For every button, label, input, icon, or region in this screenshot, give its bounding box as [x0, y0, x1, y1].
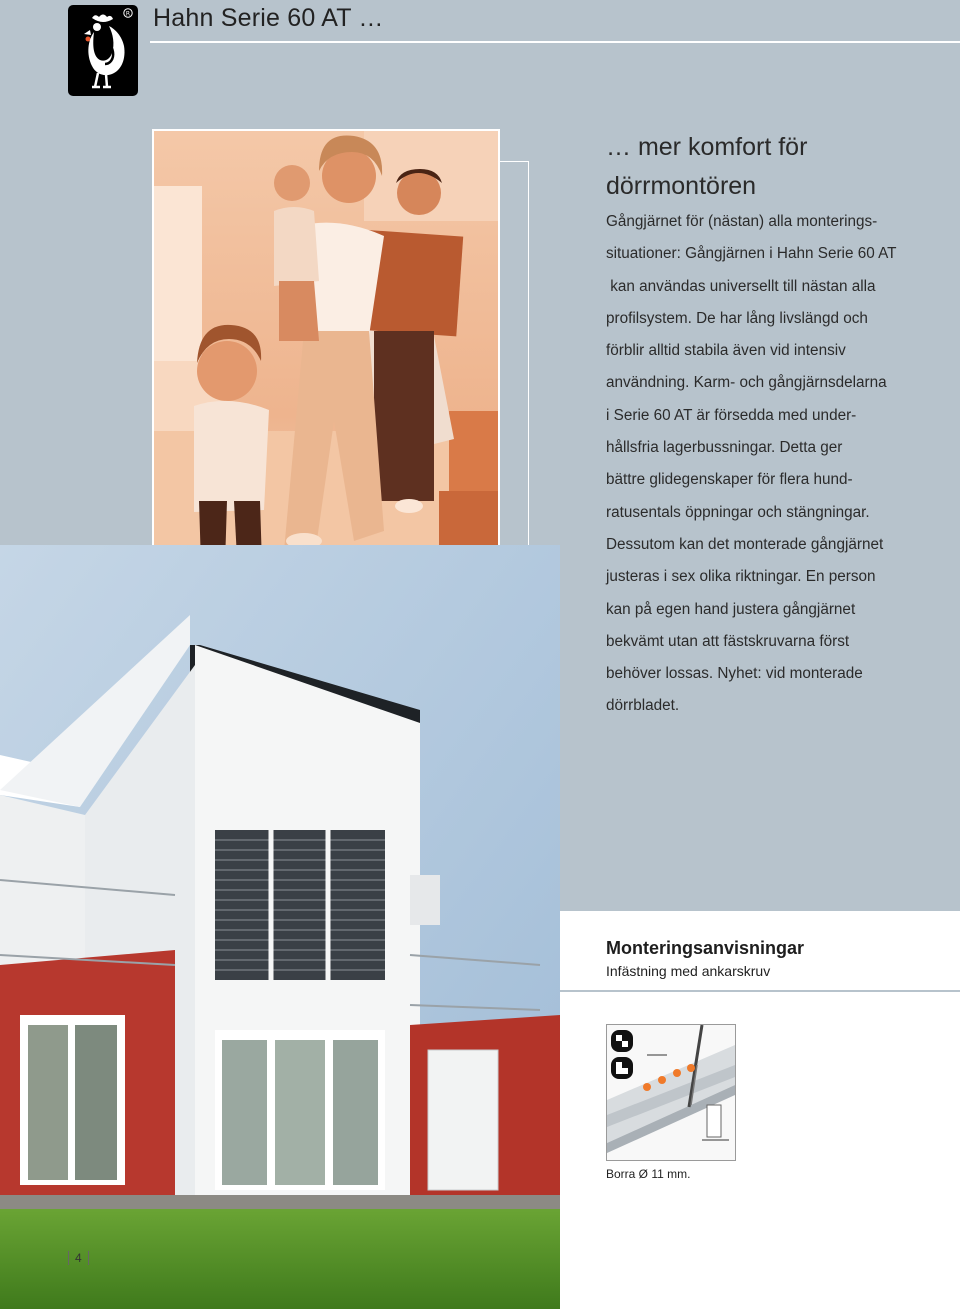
body-line: förblir alltid stabila även vid intensiv	[606, 342, 846, 360]
body-line: hållsfria lagerbussningar. Detta ger	[606, 439, 843, 457]
svg-text:R: R	[125, 10, 131, 18]
header-divider	[150, 41, 960, 43]
body-line: behöver lossas. Nyhet: vid monterade	[606, 665, 863, 683]
body-line: justeras i sex olika riktningar. En person	[606, 568, 876, 586]
modern-house-photo	[0, 545, 560, 1309]
instructions-subtitle: Infästning med ankarskruv	[606, 963, 771, 979]
drilling-diagram	[606, 1024, 736, 1161]
body-line: bättre glidegenskaper för flera hund-	[606, 471, 853, 489]
installation-instructions-panel	[560, 911, 960, 1309]
instructions-title: Monteringsanvisningar	[606, 938, 805, 958]
page-number: 4	[68, 1251, 89, 1265]
body-line: kan användas universellt till nästan alla	[606, 277, 876, 295]
body-line: dörrbladet.	[606, 697, 680, 715]
step-icon-2	[611, 1057, 633, 1079]
heading-line-2: dörrmontören	[606, 172, 757, 200]
section-heading	[606, 128, 936, 206]
page-title: Hahn Serie 60 AT …	[153, 4, 384, 32]
rooster-logo-icon	[68, 5, 138, 96]
body-line: situationer: Gångjärnen i Hahn Serie 60 AT	[606, 245, 897, 263]
body-line: ratusentals öppningar och stängningar.	[606, 503, 870, 521]
heading-line-1: … mer komfort för	[606, 133, 808, 161]
body-line: användning. Karm- och gångjärnsdelarna	[606, 374, 887, 392]
body-paragraph	[606, 206, 946, 723]
body-line: i Serie 60 AT är försedda med under-	[606, 406, 857, 424]
brand-logo	[68, 5, 138, 96]
family-moving-photo	[152, 129, 500, 608]
instructions-divider	[560, 990, 960, 992]
step-icon-1	[611, 1030, 633, 1052]
body-line: kan på egen hand justera gångjärnet	[606, 600, 856, 618]
drilling-caption: Borra Ø 11 mm.	[606, 1167, 691, 1181]
body-line: profilsystem. De har lång livslängd och	[606, 309, 868, 327]
body-line: Gångjärnet för (nästan) alla monterings-	[606, 213, 878, 230]
body-line: Dessutom kan det monterade gångjärnet	[606, 535, 884, 553]
body-line: bekvämt utan att fästskruvarna först	[606, 632, 850, 650]
